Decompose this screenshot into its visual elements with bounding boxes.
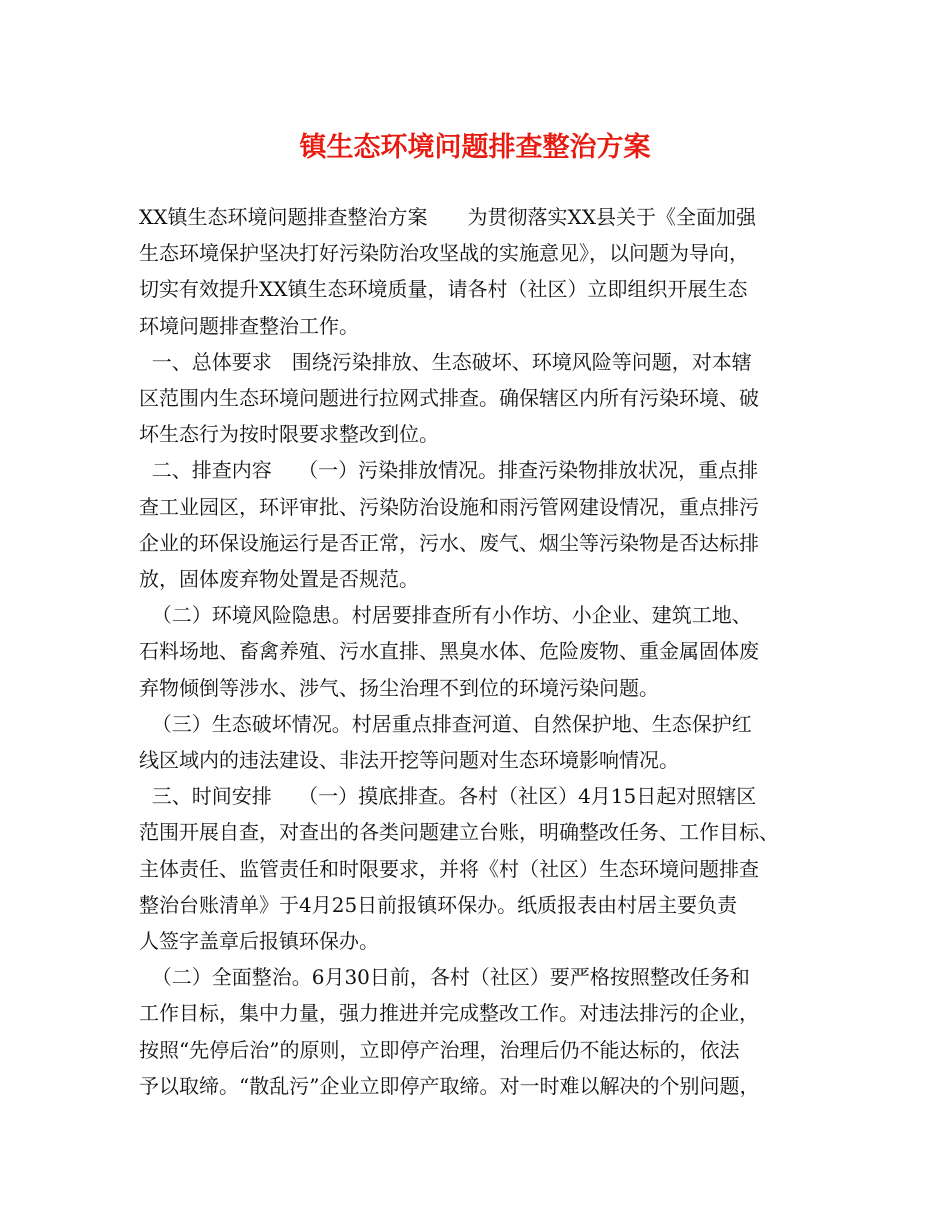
body-text-line: 范围开展自查，对查出的各类问题建立台账，明确整改任务、工作目标、 (139, 820, 779, 845)
body-text-line: 三、时间安排 （一）摸底排查。各村（社区）4月15日起对照辖区 (139, 784, 757, 809)
body-text-line: 工作目标，集中力量，强力推进并完成整改工作。对违法排污的企业， (139, 1001, 759, 1026)
body-text-line: 按照“先停后治”的原则，立即停产治理，治理后仍不能达标的，依法 (139, 1037, 740, 1062)
body-text-line: 人签字盖章后报镇环保办。 (139, 929, 379, 953)
body-text-line: 整治台账清单》于4月25日前报镇环保办。纸质报表由村居主要负责 (139, 892, 738, 917)
body-text-line: （二）全面整治。6月30日前，各村（社区）要严格按照整改任务和 (139, 965, 750, 990)
body-text-line: 区范围内生态环境问题进行拉网式排查。确保辖区内所有污染环境、破 (139, 386, 759, 410)
body-text-line: 线区域内的违法建设、非法开挖等问题对生态环境影响情况。 (139, 748, 679, 772)
body-text-line: 坏生态行为按时限要求整改到位。 (139, 422, 439, 447)
body-text-line: 切实有效提升XX镇生态环境质量，请各村（社区）立即组织开展生态 (139, 277, 748, 302)
document-title: 镇生态环境问题排查整治方案 (299, 132, 651, 163)
body-text-line: 放，固体废弃物处置是否规范。 (139, 567, 419, 591)
body-text-line: 予以取缔。“散乱污”企业立即停产取缔。对一时难以解决的个别问题， (139, 1073, 760, 1098)
body-text-line: 主体责任、监管责任和时限要求，并将《村（社区）生态环境问题排查 (139, 856, 759, 881)
body-text-line: 查工业园区，环评审批、污染防治设施和雨污管网建设情况，重点排污 (139, 494, 759, 519)
body-text-line: 石料场地、畜禽养殖、污水直排、黑臭水体、危险废物、重金属固体废 (139, 639, 759, 664)
body-text-line: 生态环境保护坚决打好污染防治攻坚战的实施意见》，以问题为导向， (139, 241, 749, 266)
body-text-line: （二）环境风险隐患。村居要排查所有小作坊、小企业、建筑工地、 (139, 603, 752, 628)
body-text-line: 环境问题排查整治工作。 (139, 313, 359, 338)
body-text-line: （三）生态破坏情况。村居重点排查河道、自然保护地、生态保护红 (139, 711, 752, 736)
body-text-line: 一、总体要求 围绕污染排放、生态破坏、环境风险等问题，对本辖 (139, 349, 752, 374)
body-text-line: 二、排查内容 （一）污染排放情况。排查污染物排放状况，重点排 (139, 458, 759, 483)
body-text-line: 企业的环保设施运行是否正常，污水、废气、烟尘等污染物是否达标排 (139, 530, 759, 555)
body-text-line: 弃物倾倒等涉水、涉气、扬尘治理不到位的环境污染问题。 (139, 675, 659, 700)
body-text-line: XX镇生态环境问题排查整治方案 为贯彻落实XX县关于《全面加强 (139, 205, 756, 229)
